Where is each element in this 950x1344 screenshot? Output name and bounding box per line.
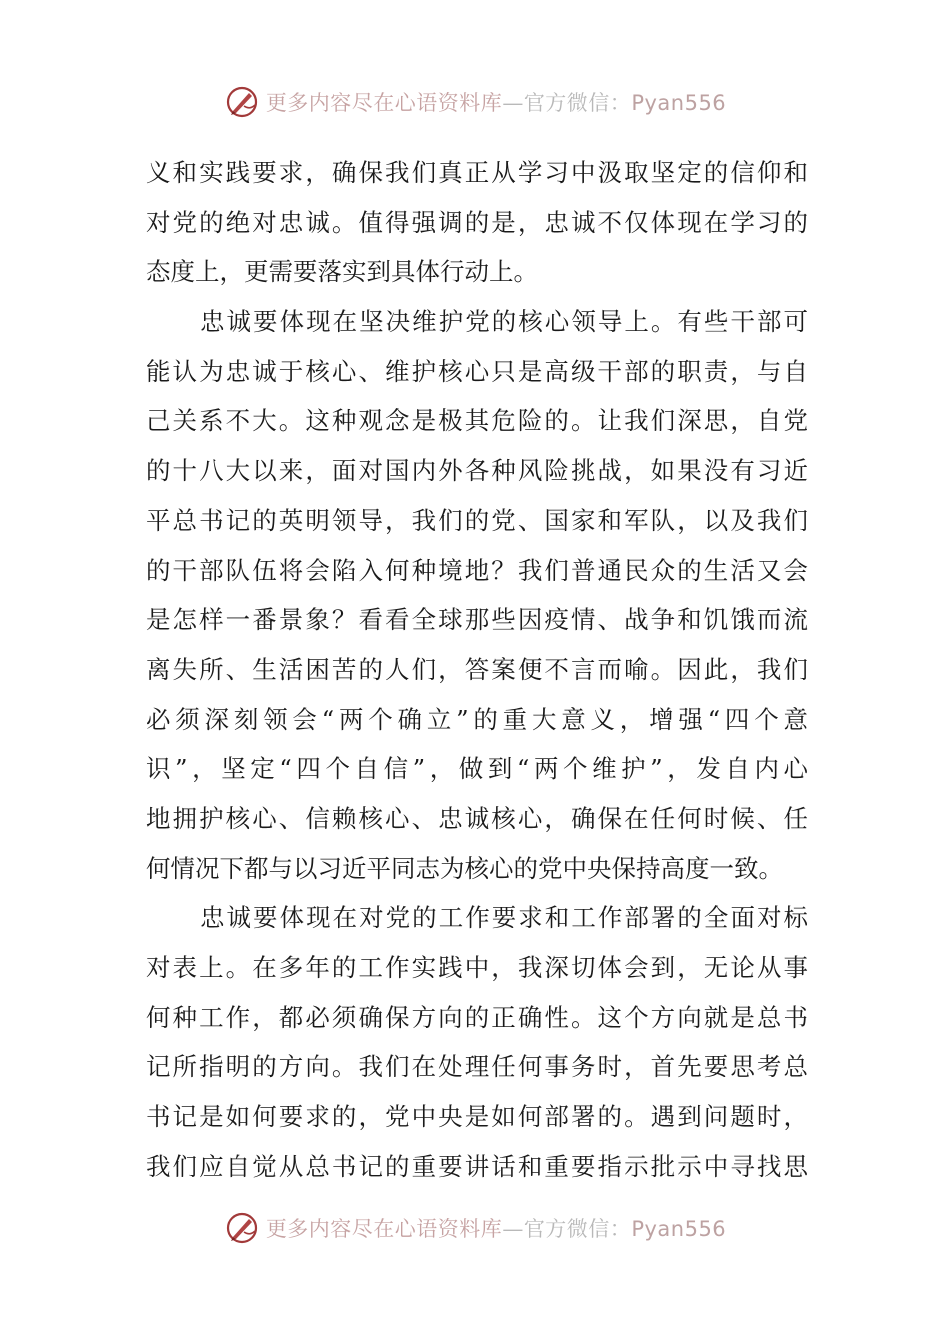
text-line: 态度上，更需要落实到具体行动上。: [146, 257, 538, 287]
text-line: 是怎样一番景象？看看全球那些因疫情、战争和饥饿而流: [146, 605, 808, 635]
text-line: 离失所、生活困苦的人们，答案便不言而喻。因此，我们: [146, 654, 808, 684]
text-line: 记所指明的方向。我们在处理任何事务时，首先要思考总: [146, 1052, 808, 1082]
text-line: 对党的绝对忠诚。值得强调的是，忠诚不仅体现在学习的: [146, 207, 808, 237]
header-watermark: [0, 82, 950, 122]
text-line: 识”，坚定“四个自信”，做到“两个维护”，发自内心: [146, 754, 808, 784]
text-line: 能认为忠诚于核心、维护核心只是高级干部的职责，与自: [146, 356, 808, 386]
paragraph-first-line: 忠诚要体现在对党的工作要求和工作部署的全面对标: [200, 903, 808, 933]
watermark-separator: —: [502, 91, 524, 115]
text-line: 必须深刻领会“两个确立”的重大意义，增强“四个意: [146, 704, 808, 734]
watermark-site: 更多内容尽在心语资料库: [265, 91, 503, 115]
text-line: 义和实践要求，确保我们真正从学习中汲取坚定的信仰和: [146, 158, 808, 187]
watermark-wechat-id: Pyan556: [631, 1217, 727, 1241]
text-line: 的干部队伍将会陷入何种境地？我们普通民众的生活又会: [146, 555, 808, 585]
document-body: [146, 148, 808, 1191]
watermark-separator: —: [502, 1217, 524, 1241]
watermark-text: [266, 87, 726, 117]
watermark-site: 更多内容尽在心语资料库: [265, 1217, 503, 1241]
text-line: 何情况下都与以习近平同志为核心的党中央保持高度一致。: [146, 853, 783, 883]
text-line: 我们应自觉从总书记的重要讲话和重要指示批示中寻找思: [146, 1151, 808, 1181]
text-line: 地拥护核心、信赖核心、忠诚核心，确保在任何时候、任: [146, 803, 808, 833]
watermark-wechat-id: Pyan556: [631, 91, 727, 115]
text-line: 书记是如何要求的，党中央是如何部署的。遇到问题时，: [146, 1102, 808, 1132]
text-line: 平总书记的英明领导，我们的党、国家和军队，以及我们: [146, 505, 808, 535]
pen-nib-logo-icon: [224, 84, 260, 120]
watermark-wechat-label: 官方微信：: [523, 91, 632, 115]
paragraph-first-line: 忠诚要体现在坚决维护党的核心领导上。有些干部可: [200, 307, 808, 337]
pen-nib-logo-icon: [224, 1210, 260, 1246]
watermark-wechat-label: 官方微信：: [523, 1217, 632, 1241]
text-line: 对表上。在多年的工作实践中，我深切体会到，无论从事: [146, 953, 808, 982]
text-line: 己关系不大。这种观念是极其危险的。让我们深思，自党: [146, 406, 808, 436]
watermark-text: [266, 1213, 726, 1243]
text-line: 的十八大以来，面对国内外各种风险挑战，如果没有习近: [146, 456, 808, 486]
footer-watermark: [0, 1208, 950, 1248]
text-line: 何种工作，都必须确保方向的正确性。这个方向就是总书: [146, 1002, 808, 1032]
